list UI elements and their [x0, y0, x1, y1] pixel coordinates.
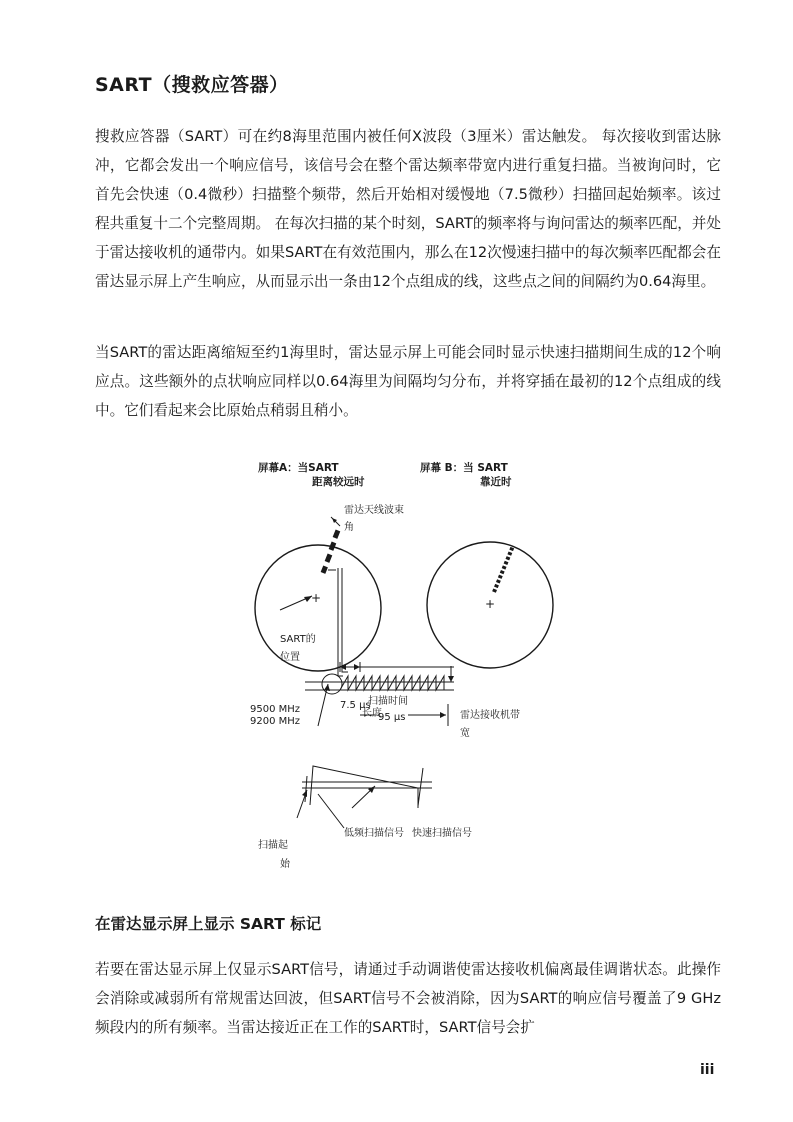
paragraph-display-sart: 若要在雷达显示屏上仅显示SART信号，请通过手动调谐使雷达接收机偏离最佳调谐状态。此操作会消除或减弱所有常规雷达回波，但SART信号不会被消除，因为SART的响应信号覆盖了9 GHz频段内的所有频率。当雷达接近正在工作的SART时，SART信号会扩 — [95, 961, 721, 1036]
total-sweep-time: 95 μs — [378, 712, 406, 723]
sart-sweep-sawtooth — [340, 676, 444, 690]
scan-start-label-sub: 始 — [280, 859, 290, 870]
beam-angle-label: 雷达天线波束 — [344, 505, 404, 516]
scan-time-label-sub: 长度 — [362, 708, 382, 719]
screen-a-label-sub: 距离较远时 — [312, 476, 365, 488]
radar-screen-a — [255, 545, 381, 671]
freq-9200: 9200 MHz — [250, 716, 301, 727]
receiver-bandwidth-label: 雷达接收机带 — [460, 710, 520, 721]
receiver-bandwidth-label-sub: 宽 — [460, 728, 470, 739]
screen-a-label: 屏幕A：当SART — [258, 462, 339, 474]
section-heading: 在雷达显示屏上显示 SART 标记 — [95, 915, 322, 933]
screen-b-center-mark: + — [485, 597, 496, 611]
beam-angle-label-sub: 角 — [344, 522, 354, 533]
scan-time-label: 扫描时间 — [368, 696, 408, 707]
screen-b-label: 屏幕 B：当 SART — [420, 462, 508, 474]
page-title: SART（搜救应答器） — [95, 74, 289, 96]
slow-scan-label: 低频扫描信号 — [344, 828, 404, 839]
slow-sweep-time: 7.5 μs — [340, 700, 371, 711]
sart-position-label: SART的 — [280, 634, 316, 645]
page-number: iii — [700, 1062, 715, 1078]
scan-start-label: 扫描起 — [258, 840, 288, 851]
sweep-signal-lower — [310, 766, 418, 808]
paragraph-sart-close-range: 当SART的雷达距离缩短至约1海里时，雷达显示屏上可能会同时显示快速扫描期间生成的12个响应点。这些额外的点状响应同样以0.64海里为间隔均匀分布，并将穿插在最初的12个点组成的线中。它们看起来会比原始点稍弱且稍小。 — [95, 344, 721, 419]
sart-position-label-sub: 位置 — [280, 652, 300, 663]
screen-b-label-sub: 靠近时 — [480, 476, 512, 488]
paragraph-sart-intro: 搜救应答器（SART）可在约8海里范围内被任何X波段（3厘米）雷达触发。 每次接收到雷达脉冲，它都会发出一个响应信号，该信号会在整个雷达频率带宽内进行重复扫描。当被询问时，它首先会快速（0.4微秒）扫描整个频带，然后开始相对缓慢地（7.5微秒）扫描回起始频率。该过程共重复十二个完整周期。 在每次扫描的某个时刻，SART的频率将与询问雷达的频率匹配，并处于雷达接收机的通带内。如果SART在有效范围内，那么在12次慢速扫描中的每次频率匹配都会在雷达显示屏上产生响应，从而显示出一条由12个点组成的线，这些点之间的间隔约为0.64海里。 — [95, 128, 721, 290]
sart-radar-diagram — [240, 450, 560, 880]
sart-dots-near — [494, 546, 513, 592]
screen-a-center-mark: + — [311, 591, 322, 605]
fast-scan-label: 快速扫描信号 — [412, 828, 472, 839]
sart-dots-far — [321, 530, 341, 574]
freq-9500: 9500 MHz — [250, 704, 301, 715]
